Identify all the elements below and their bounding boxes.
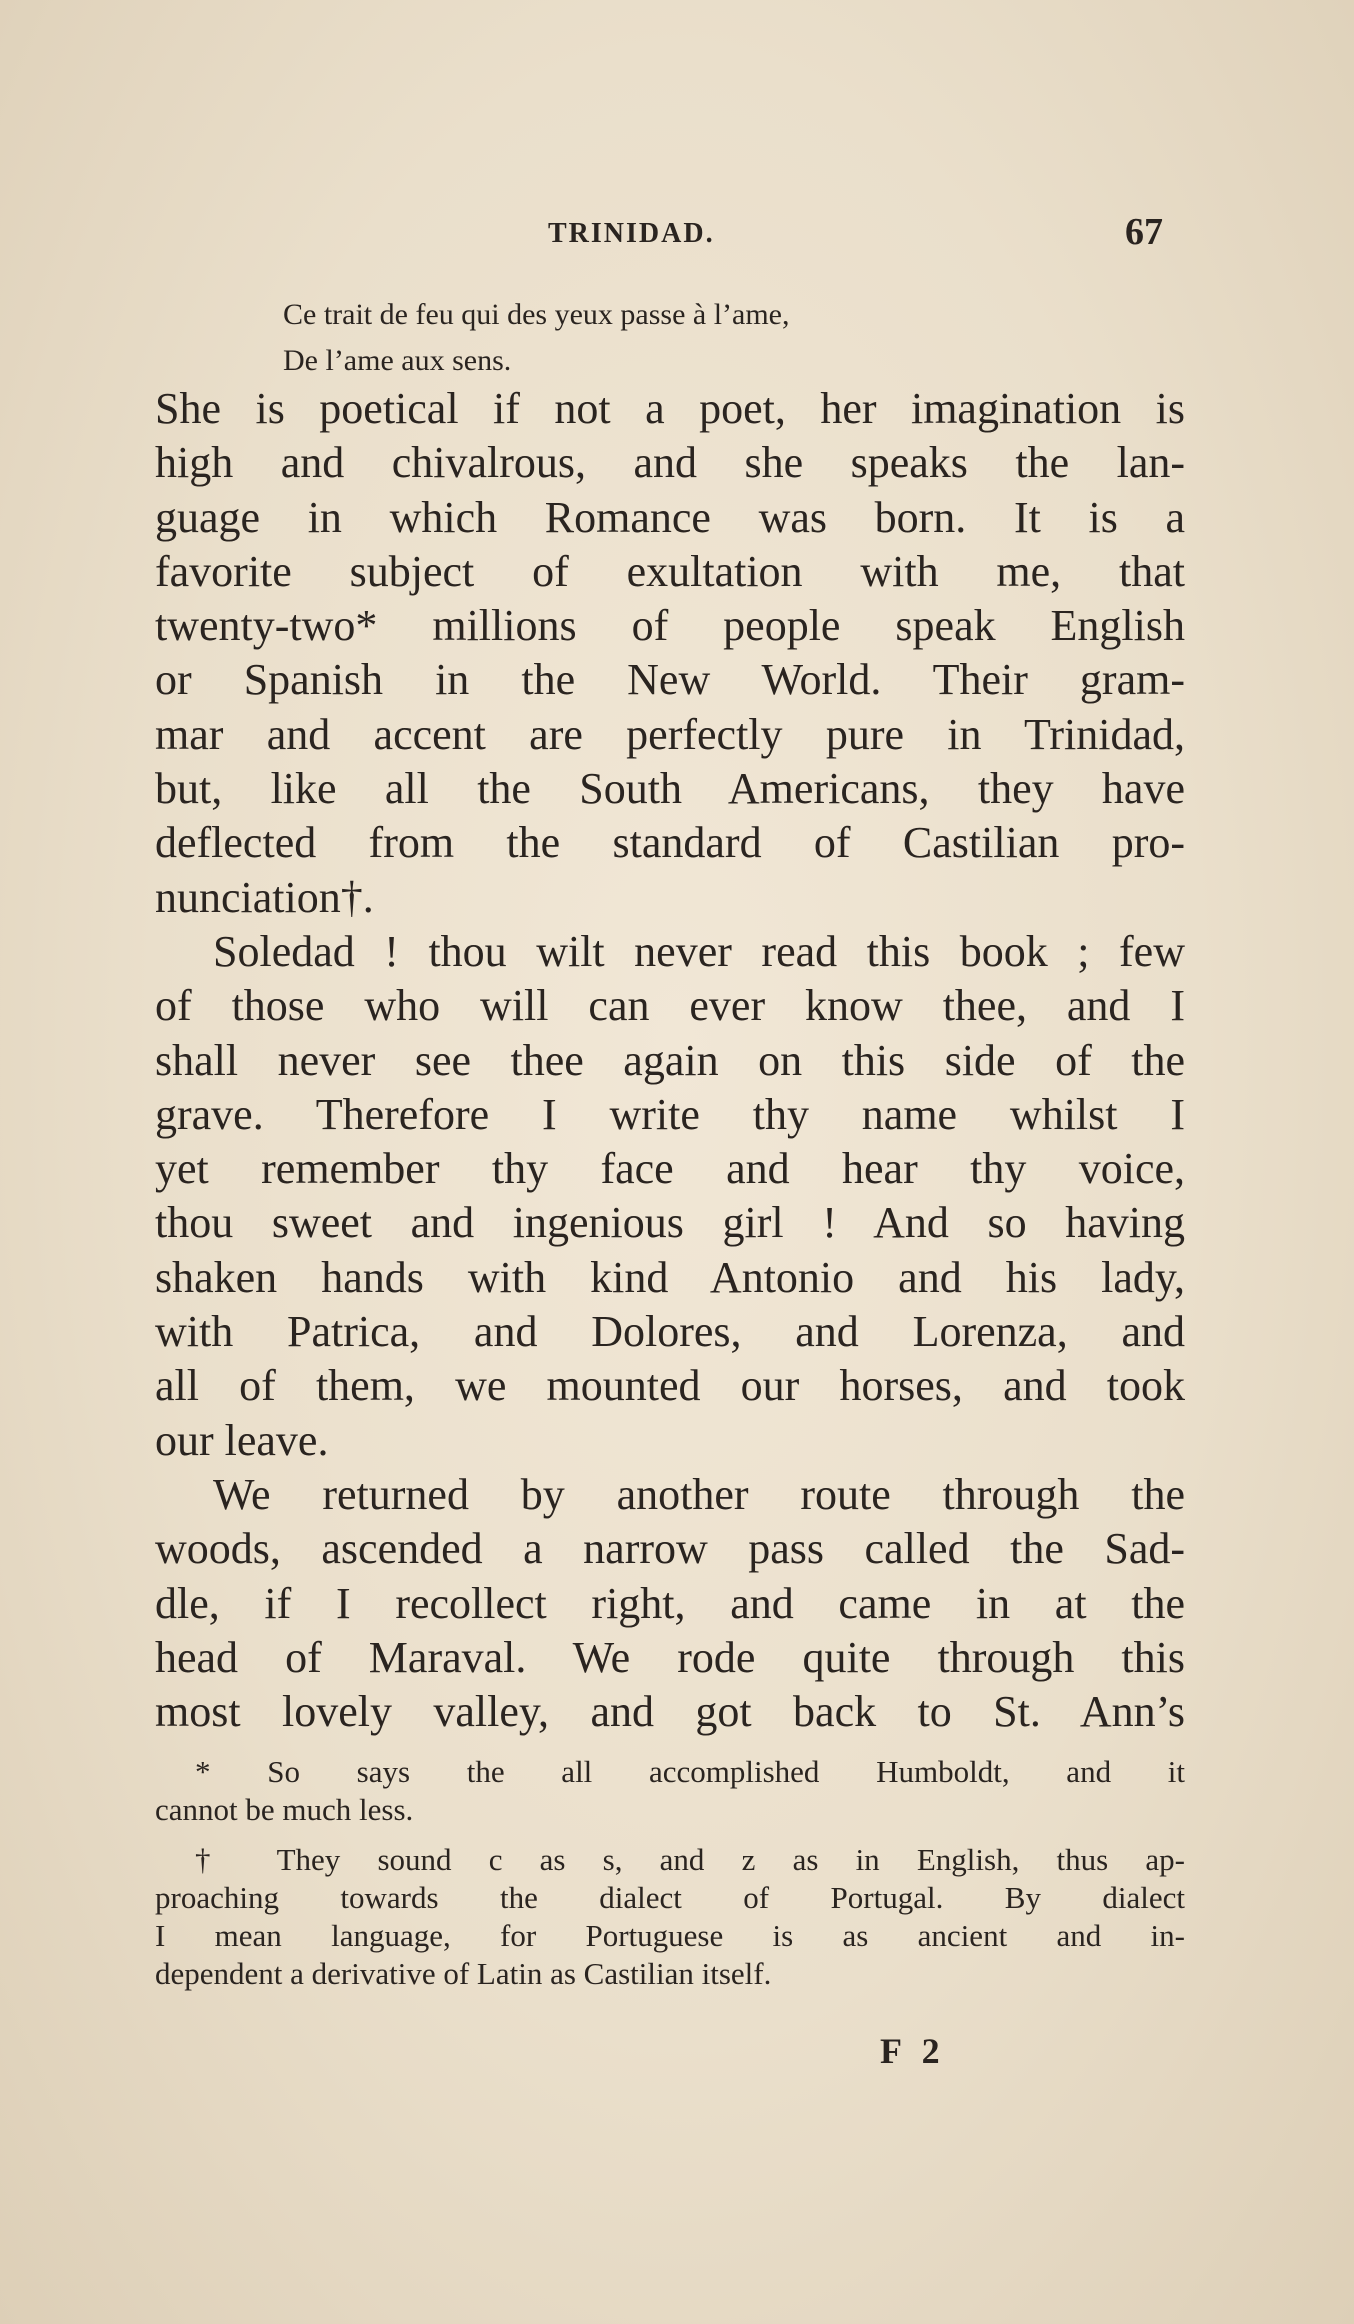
paragraph bbox=[155, 1468, 1185, 1739]
text-line: guage in which Romance was born. It is a bbox=[155, 492, 1185, 542]
footnote-line: proaching towards the dialect of Portugal. By dialect bbox=[155, 1880, 1185, 1915]
epigraph-line: Ce trait de feu qui des yeux passe à l’ame, bbox=[283, 298, 790, 331]
running-title: TRINIDAD. bbox=[548, 218, 715, 249]
text-line: grave. Therefore I write thy name whilst I bbox=[155, 1089, 1185, 1139]
signature-mark: F 2 bbox=[880, 2031, 946, 2071]
footnote bbox=[155, 1753, 1185, 1829]
text-line: of those who will can ever know thee, and I bbox=[155, 981, 1185, 1031]
text-line: high and chivalrous, and she speaks the lan- bbox=[155, 438, 1185, 488]
text-line: shall never see thee again on this side of the bbox=[155, 1035, 1185, 1085]
paragraph bbox=[155, 382, 1185, 925]
text-line: yet remember thy face and hear thy voice, bbox=[155, 1144, 1185, 1194]
text-line: head of Maraval. We rode quite through this bbox=[155, 1632, 1185, 1682]
text-line: Soledad ! thou wilt never read this book ; few bbox=[213, 926, 1185, 976]
text-line: dle, if I recollect right, and came in at the bbox=[155, 1578, 1185, 1628]
footnote bbox=[155, 1841, 1185, 1993]
text-line: nunciation†. bbox=[155, 872, 374, 922]
text-line: with Patrica, and Dolores, and Lorenza, and bbox=[155, 1307, 1185, 1357]
text-line: mar and accent are perfectly pure in Trinidad, bbox=[155, 709, 1185, 759]
text-line: our leave. bbox=[155, 1415, 329, 1465]
page-number: 67 bbox=[1125, 211, 1163, 253]
footnote-line: I mean language, for Portuguese is as ancient and in- bbox=[155, 1918, 1185, 1953]
footnote-line: † They sound c as s, and z as in English, thus ap- bbox=[195, 1842, 1185, 1877]
text-line: We returned by another route through the bbox=[213, 1469, 1185, 1519]
text-line: She is poetical if not a poet, her imagination is bbox=[155, 384, 1185, 433]
text-line: woods, ascended a narrow pass called the Sad- bbox=[155, 1524, 1185, 1574]
footnote-line: * So says the all accomplished Humboldt, and it bbox=[195, 1754, 1185, 1789]
text-line: thou sweet and ingenious girl ! And so having bbox=[155, 1198, 1185, 1248]
text-line: shaken hands with kind Antonio and his lady, bbox=[155, 1252, 1185, 1302]
text-line: twenty-two* millions of people speak English bbox=[155, 601, 1185, 651]
text-line: favorite subject of exultation with me, that bbox=[155, 546, 1185, 596]
paragraph bbox=[155, 925, 1185, 1468]
text-line: all of them, we mounted our horses, and took bbox=[155, 1361, 1185, 1411]
epigraph bbox=[283, 292, 789, 384]
text-line: deflected from the standard of Castilian pro- bbox=[155, 818, 1185, 868]
body-text bbox=[155, 382, 1185, 1739]
footnote-line: dependent a derivative of Latin as Castilian itself. bbox=[155, 1956, 772, 1991]
footnote-line: cannot be much less. bbox=[155, 1792, 414, 1827]
text-line: most lovely valley, and got back to St. Ann’s bbox=[155, 1687, 1185, 1737]
text-line: but, like all the South Americans, they have bbox=[155, 764, 1185, 814]
epigraph-line: De l’ame aux sens. bbox=[283, 344, 512, 377]
footnotes bbox=[155, 1753, 1185, 2005]
text-line: or Spanish in the New World. Their gram- bbox=[155, 655, 1185, 705]
